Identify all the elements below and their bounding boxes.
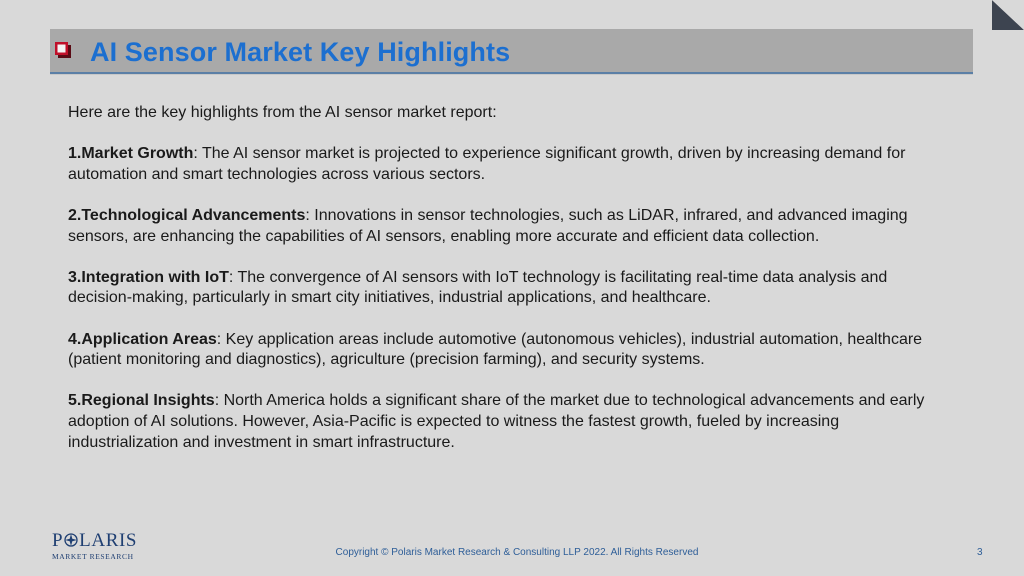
highlight-text: : Key application areas include automotive (autonomous vehicles), industrial automation, healthcare (patient monitoring and diagnostics), agriculture (precision farming), and security systems.	[68, 330, 923, 369]
highlight-heading: 2.Technological Advancements	[68, 206, 306, 224]
checkbox-square-icon	[55, 42, 71, 58]
page-number: 3	[977, 547, 983, 558]
logo-letters-laris: LARIS	[79, 530, 138, 551]
highlight-heading: 4.Application Areas	[68, 330, 217, 348]
highlight-item-3	[68, 268, 948, 309]
logo-subtitle: MARKET RESEARCH	[52, 552, 134, 561]
highlight-heading: 1.Market Growth	[68, 145, 194, 163]
title-bar	[50, 29, 973, 74]
highlight-heading: 5.Regional Insights	[68, 392, 215, 410]
logo-letter-p: P	[52, 530, 64, 551]
compass-star-icon	[64, 533, 78, 547]
page-corner-fold-icon	[992, 0, 1024, 30]
slide-title: AI Sensor Market Key Highlights	[90, 37, 511, 67]
highlight-text: : Innovations in sensor technologies, such as LiDAR, infrared, and advanced imaging sensors, are enhancing the capabilities of AI sensors, enabling more accurate and efficient data collection.	[68, 206, 908, 245]
highlight-item-4	[68, 330, 948, 371]
highlight-text: : The convergence of AI sensors with IoT technology is facilitating real-time data analysis and decision-making, particularly in smart city initiatives, industrial applications, and healthcare.	[68, 268, 888, 307]
highlights-body	[68, 103, 948, 474]
intro-text: Here are the key highlights from the AI sensor market report:	[68, 104, 497, 121]
highlight-item-5	[68, 391, 948, 453]
copyright-text: Copyright © Polaris Market Research & Consulting LLP 2022. All Rights Reserved	[335, 547, 699, 558]
highlight-text: : North America holds a significant share of the market due to technological advancements and early adoption of AI solutions. However, Asia-Pacific is expected to witness the fastest growth, fueled by increasing industrialization and investment in smart infrastructure.	[68, 392, 925, 451]
highlight-item-1	[68, 144, 948, 185]
highlight-item-2	[68, 206, 948, 247]
highlight-text: : The AI sensor market is projected to experience significant growth, driven by increasing demand for automation and smart technologies across various sectors.	[68, 145, 906, 183]
highlight-heading: 3.Integration with IoT	[68, 268, 229, 286]
